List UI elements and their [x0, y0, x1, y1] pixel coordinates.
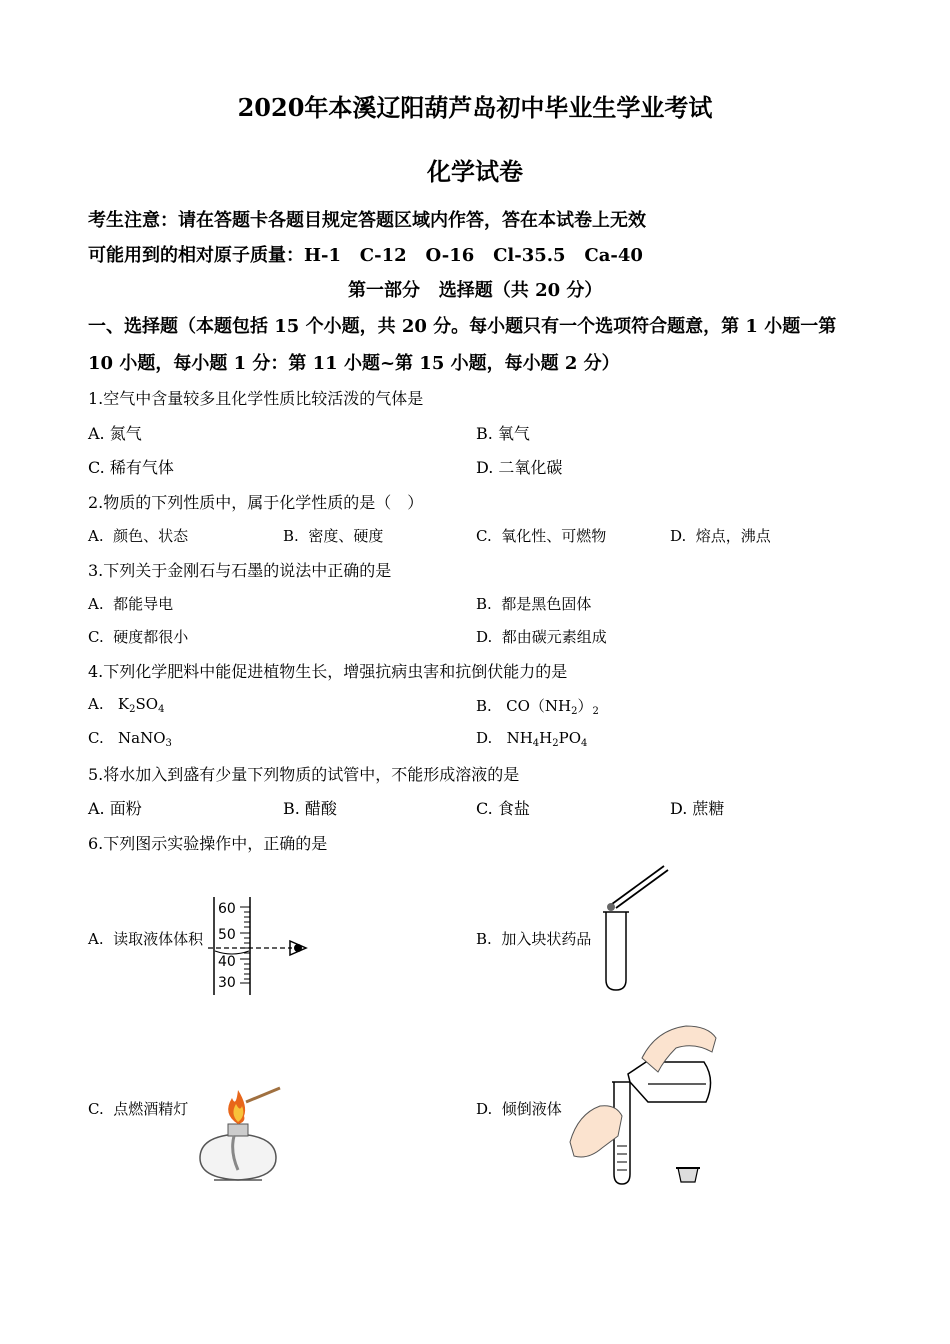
tweezers-icon — [612, 866, 668, 908]
alcohol-lamp-figure — [194, 1080, 284, 1190]
section-instructions-1: 一、选择题（本题包括 15 个小题，共 20 分。每小题只有一个选项符合题意，第 1 小题一第 — [88, 316, 837, 337]
question-1-option-b: B. 氧气 — [476, 424, 530, 443]
question-2-stem: 2.物质的下列性质中，属于化学性质的是（ ） — [88, 493, 424, 512]
question-4-option-d: D. $NH_4H_2PO_4$ — [476, 729, 588, 749]
question-5-option-b: B. 醋酸 — [283, 799, 337, 818]
test-tube-tweezers-figure — [598, 862, 678, 997]
question-6-option-c: C. 点燃酒精灯 — [88, 1100, 189, 1118]
question-4-option-c: C. NaNO$_3$ — [88, 729, 172, 749]
graduated-cylinder-figure — [208, 893, 318, 998]
question-1-stem: 1.空气中含量较多且化学性质比较活泼的气体是 — [88, 389, 424, 408]
question-4-stem: 4.下列化学肥料中能促进植物生长，增强抗病虫害和抗倒伏能力的是 — [88, 662, 568, 681]
question-4-option-b: B. $CO(NH_2)_2$ — [476, 697, 599, 717]
section-instructions-2: 10 小题，每小题 1 分：第 11 小题~第 15 小题，每小题 2 分） — [88, 353, 620, 374]
question-4-option-a: A. $K_2SO_4$ — [88, 695, 165, 715]
pouring-liquid-figure — [566, 1018, 726, 1194]
question-2-option-d: D. 熔点，沸点 — [670, 527, 771, 545]
atomic-mass-line: 可能用到的相对原子质量：H-1 C-12 O-16 Cl-35.5 Ca-40 — [88, 245, 643, 266]
question-2-option-b: B. 密度、硬度 — [283, 527, 384, 545]
question-3-stem: 3.下列关于金刚石与石墨的说法中正确的是 — [88, 561, 392, 580]
question-1-option-d: D. 二氧化碳 — [476, 458, 563, 477]
eye-icon — [290, 941, 306, 955]
question-2-option-c: C. 氧化性、可燃物 — [476, 527, 607, 545]
question-6-option-a: A. 读取液体体积 — [88, 930, 204, 948]
question-6-option-b: B. 加入块状药品 — [476, 930, 592, 948]
flame-icon — [228, 1090, 245, 1124]
question-2-option-a: A. 颜色、状态 — [88, 527, 189, 545]
question-1-option-c: C. 稀有气体 — [88, 458, 174, 477]
cylinder-tick-30: 30 — [218, 975, 236, 991]
question-6-stem: 6.下列图示实验操作中，正确的是 — [88, 834, 328, 853]
part-title: 第一部分 选择题（共 20 分） — [348, 280, 603, 301]
cylinder-tick-40: 40 — [218, 954, 236, 970]
question-1-option-a: A. 氮气 — [88, 424, 142, 443]
question-5-option-d: D. 蔗糖 — [670, 799, 725, 818]
stopper-icon — [676, 1168, 700, 1182]
question-5-option-a: A. 面粉 — [88, 799, 142, 818]
question-3-option-b: B. 都是黑色固体 — [476, 595, 592, 613]
exam-subtitle: 化学试卷 — [427, 157, 523, 186]
notice: 考生注意：请在答题卡各题目规定答题区域内作答，答在本试卷上无效 — [88, 210, 646, 231]
cylinder-tick-60: 60 — [218, 901, 236, 917]
question-3-option-d: D. 都由碳元素组成 — [476, 628, 607, 646]
question-5-stem: 5.将水加入到盛有少量下列物质的试管中，不能形成溶液的是 — [88, 765, 520, 784]
exam-title: 2020年本溪辽阳葫芦岛初中毕业生学业考试 — [237, 93, 713, 122]
question-3-option-c: C. 硬度都很小 — [88, 628, 189, 646]
question-6-option-d: D. 倾倒液体 — [476, 1100, 562, 1118]
cylinder-tick-50: 50 — [218, 927, 236, 943]
question-5-option-c: C. 食盐 — [476, 799, 530, 818]
question-3-option-a: A. 都能导电 — [88, 595, 174, 613]
